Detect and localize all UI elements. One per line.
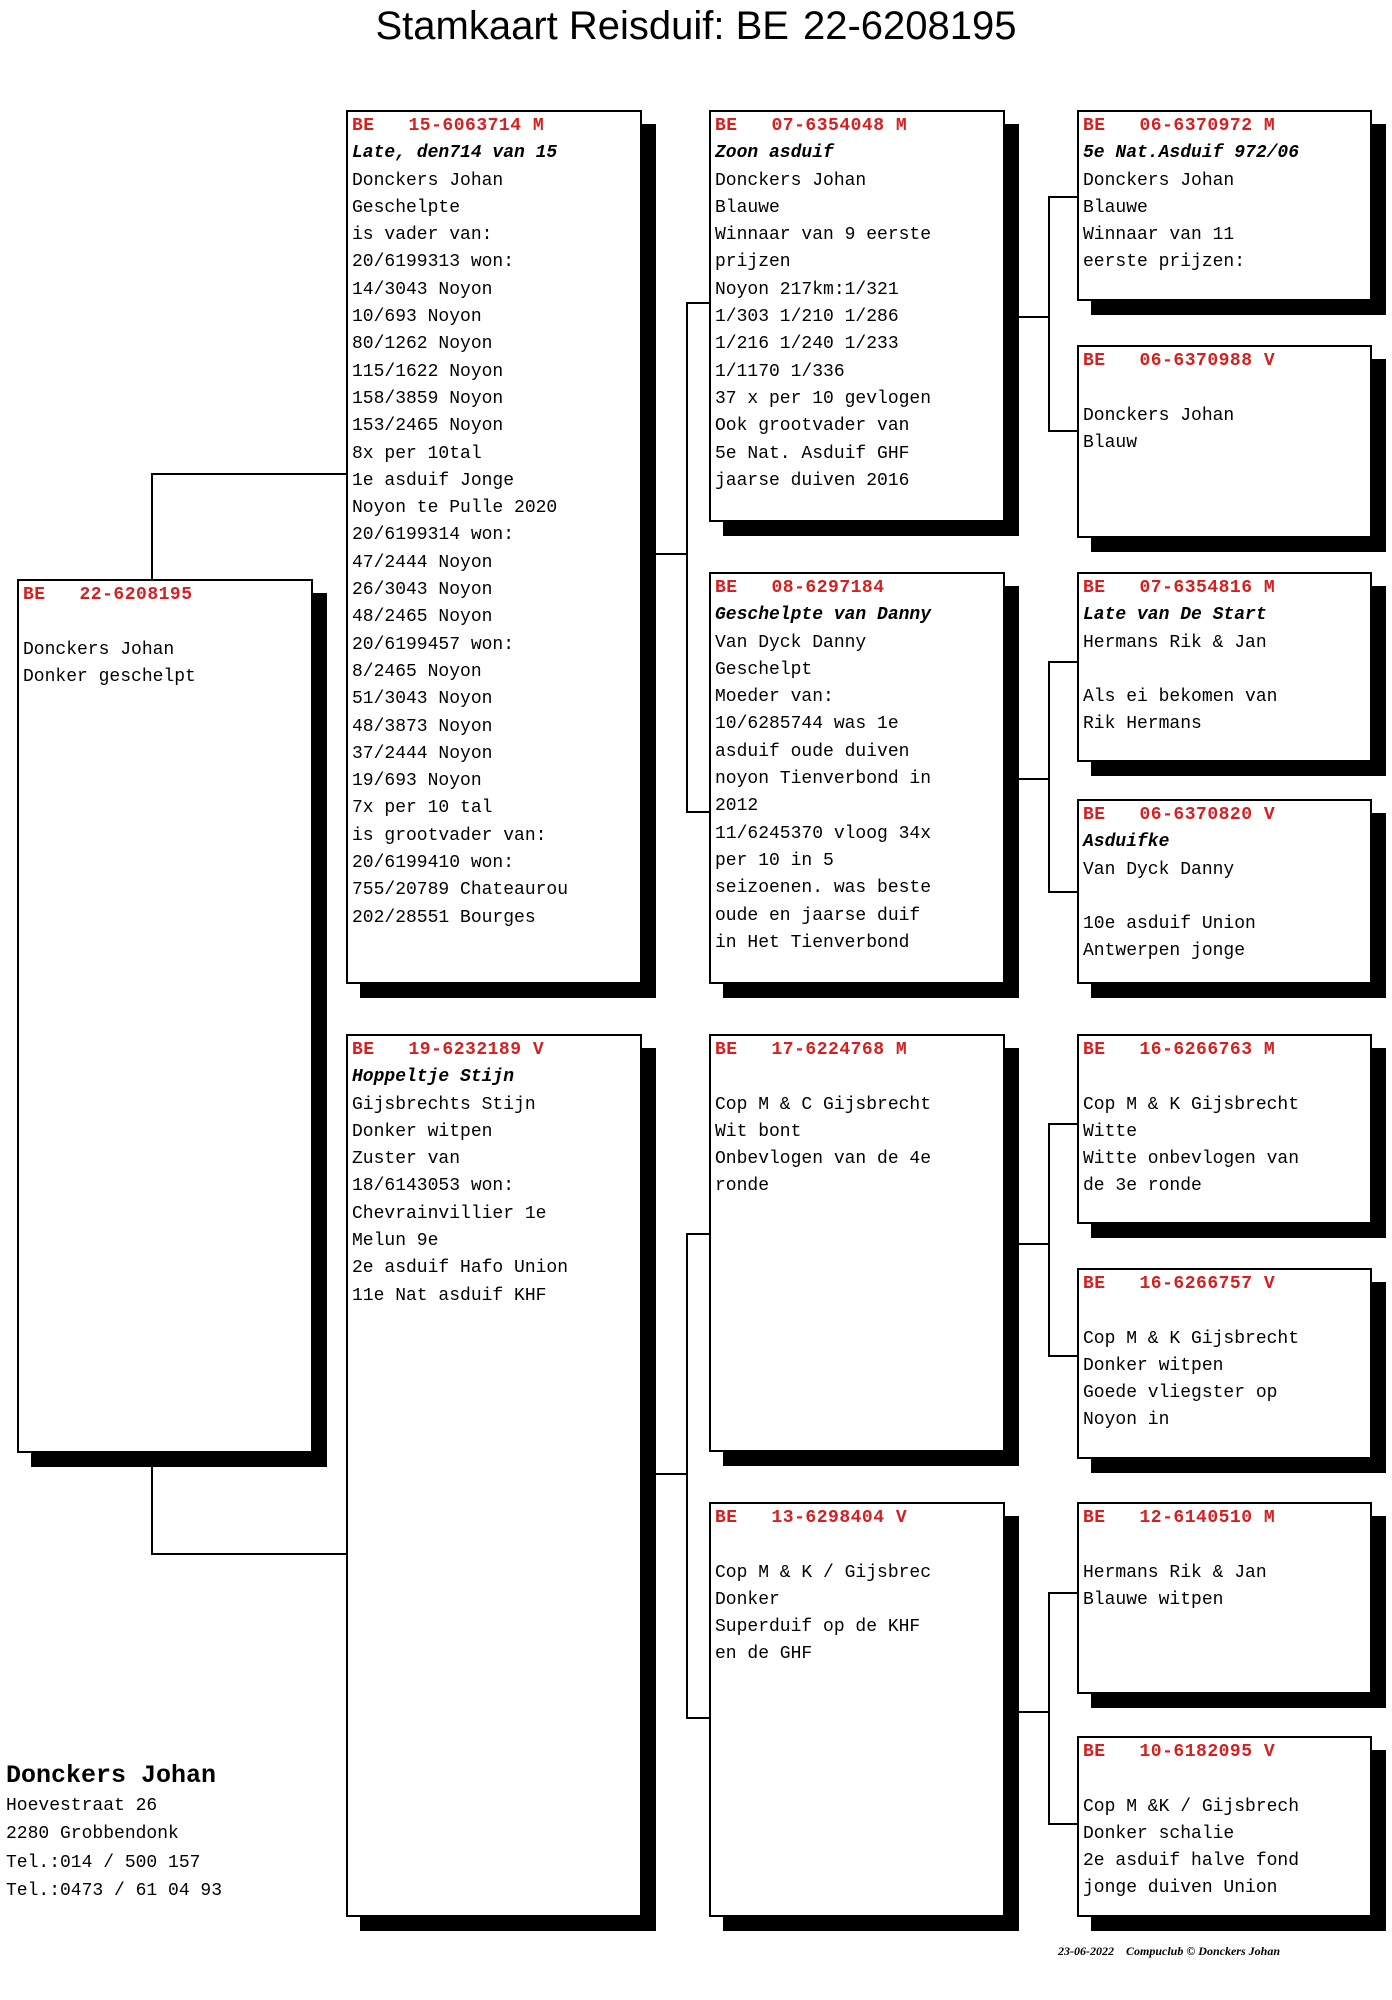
card-line: Gijsbrechts Stijn [352,1094,536,1115]
title-prefix: Stamkaart Reisduif: BE [375,4,789,48]
owner-postal: 2280 Grobbendonk [6,1824,179,1845]
card-line: 51/3043 Noyon [352,689,493,710]
connector [1018,316,1049,318]
connector [1048,196,1050,431]
card-line: Van Dyck Danny [715,632,867,653]
owner-name: Donckers Johan [6,1761,217,1790]
connector [151,473,153,580]
pigeon-card-ffm [1077,345,1372,538]
card-line: Melun 9e [352,1231,439,1252]
card-line: 10/6285744 was 1e [715,714,899,735]
card-line: ronde [715,1176,770,1197]
card-line: jonge duiven Union [1083,1878,1278,1899]
owner-address: Hoevestraat 26 [6,1796,158,1817]
card-line: Blauwe [715,197,780,218]
pigeon-name: 5e Nat.Asduif 972/06 [1083,143,1300,164]
owner-info [6,1762,222,1905]
card-line: Cop M & K Gijsbrecht [1083,1094,1300,1115]
connector [151,1553,347,1555]
connector [1048,891,1078,893]
ring-number: BE 16-6266763 M [1083,1040,1276,1060]
pigeon-card-mff [1077,1034,1372,1224]
card-line: 202/28551 Bourges [352,907,536,928]
pigeon-name [1083,1064,1370,1091]
card-line: 20/6199313 won: [352,252,515,273]
connector [151,1463,153,1554]
pigeon-card-mother [346,1034,642,1917]
connector [656,553,687,555]
card-line: Donckers Johan [1083,170,1235,191]
card-line: asduif oude duiven [715,741,910,762]
pigeon-name: Geschelpte van Danny [715,605,932,626]
card-line: Witte [1083,1121,1138,1142]
pigeon-name [1083,375,1370,402]
card-line: Cop M &K / Gijsbrech [1083,1796,1300,1817]
connector [1048,1592,1078,1594]
connector [151,473,347,475]
connector [686,1233,688,1718]
owner-mobile: Tel.:0473 / 61 04 93 [6,1880,223,1901]
card-line: Donckers Johan [23,639,175,660]
connector [1018,1243,1049,1245]
ring-number: BE 19-6232189 V [352,1040,545,1060]
pigeon-card-ff [709,110,1005,522]
card-line: 14/3043 Noyon [352,279,493,300]
page-title [0,4,1392,49]
card-line: Cop M & C Gijsbrecht [715,1094,932,1115]
pigeon-name [1083,1532,1370,1559]
card-line: Donker [715,1589,780,1610]
connector [1048,1355,1078,1357]
pigeon-card-mmf [1077,1502,1372,1694]
card-line: Noyon te Pulle 2020 [352,498,558,519]
pigeon-name [1083,1766,1370,1793]
footer-date: 23-06-2022 [1058,1944,1114,1958]
card-line: 48/3873 Noyon [352,716,493,737]
pigeon-name [715,1064,1003,1091]
pigeon-name [715,1532,1003,1559]
card-line: per 10 in 5 [715,850,834,871]
card-line: Noyon 217km:1/321 [715,279,899,300]
ring-number: BE 22-6208195 [23,585,193,605]
card-line: Als ei bekomen van [1083,687,1278,708]
card-line: prijzen [715,252,791,273]
pigeon-card-fmm [1077,799,1372,984]
connector [1018,778,1049,780]
card-line: Moeder van: [715,687,834,708]
card-line: Donckers Johan [1083,405,1235,426]
card-line: 20/6199457 won: [352,634,515,655]
card-line: Donckers Johan [715,170,867,191]
owner-phone: Tel.:014 / 500 157 [6,1852,201,1873]
ring-number: BE 16-6266757 V [1083,1274,1276,1294]
card-line: Ook grootvader van [715,416,910,437]
connector [1048,430,1078,432]
pigeon-name: Late van De Start [1083,605,1267,626]
ring-number: BE 13-6298404 V [715,1508,908,1528]
card-line: Cop M & K / Gijsbrec [715,1562,932,1583]
card-line: Donker witpen [352,1121,493,1142]
card-line: is grootvader van: [352,825,547,846]
card-line: 755/20789 Chateaurou [352,880,569,901]
card-line: Wit bont [715,1121,802,1142]
card-line: 7x per 10 tal [352,798,493,819]
pigeon-card-mfm [1077,1268,1372,1459]
card-line: 10e asduif Union [1083,914,1256,935]
card-line: in Het Tienverbond [715,932,910,953]
ring-number: BE 06-6370972 M [1083,116,1276,136]
card-line: oude en jaarse duif [715,905,921,926]
card-line: is vader van: [352,225,493,246]
card-line: Superduif op de KHF [715,1617,921,1638]
card-line: 1/1170 1/336 [715,361,845,382]
card-line: Chevrainvillier 1e [352,1203,547,1224]
connector [686,302,688,812]
card-line: Winnaar van 9 eerste [715,225,932,246]
card-line: Blauwe witpen [1083,1589,1224,1610]
card-line: 37 x per 10 gevlogen [715,388,932,409]
card-line: 153/2465 Noyon [352,416,504,437]
connector [1048,196,1078,198]
card-line: 19/693 Noyon [352,771,482,792]
title-ring: 22-6208195 [802,4,1017,48]
card-line: 26/3043 Noyon [352,580,493,601]
connector [1048,1823,1078,1825]
card-line: 1e asduif Jonge [352,470,515,491]
card-line: 115/1622 Noyon [352,361,504,382]
connector [686,811,710,813]
card-line: 8x per 10tal [352,443,482,464]
pigeon-card-fm [709,572,1005,984]
connector [1018,1711,1049,1713]
connector [656,1473,687,1475]
card-line: Witte onbevlogen van [1083,1149,1300,1170]
card-line: 1/303 1/210 1/286 [715,307,899,328]
ring-number: BE 06-6370988 V [1083,351,1276,371]
card-line: Winnaar van 11 [1083,225,1235,246]
card-line: 20/6199314 won: [352,525,515,546]
card-line: Goede vliegster op [1083,1383,1278,1404]
pigeon-name: Zoon asduif [715,143,834,164]
pigeon-card-mf [709,1034,1005,1452]
card-line: Zuster van [352,1149,461,1170]
card-line: 47/2444 Noyon [352,552,493,573]
card-line: eerste prijzen: [1083,252,1246,273]
card-line: 20/6199410 won: [352,853,515,874]
pigeon-name [1083,1298,1370,1325]
card-line: 11e Nat asduif KHF [352,1285,547,1306]
card-line: Blauwe [1083,197,1148,218]
card-line [1083,657,1370,684]
pigeon-card-mmm [1077,1736,1372,1917]
pigeon-name: Asduifke [1083,832,1170,853]
connector [1048,1123,1050,1356]
card-line: 10/693 Noyon [352,307,482,328]
card-line: Hermans Rik & Jan [1083,632,1267,653]
connector [1048,661,1078,663]
card-line: 2e asduif halve fond [1083,1851,1300,1872]
card-line: 2e asduif Hafo Union [352,1258,569,1279]
ring-number: BE 10-6182095 V [1083,1742,1276,1762]
connector [1048,1592,1050,1824]
card-line: 158/3859 Noyon [352,388,504,409]
ring-number: BE 12-6140510 M [1083,1508,1276,1528]
pigeon-card-subject [17,579,313,1453]
ring-number: BE 07-6354048 M [715,116,908,136]
ring-number: BE 15-6063714 M [352,116,545,136]
card-line: 5e Nat. Asduif GHF [715,443,910,464]
card-line: en de GHF [715,1644,813,1665]
card-line: 11/6245370 vloog 34x [715,823,932,844]
pigeon-card-mm [709,1502,1005,1917]
card-line: Hermans Rik & Jan [1083,1562,1267,1583]
card-line: 1/216 1/240 1/233 [715,334,899,355]
connector [1048,1123,1078,1125]
card-line: 18/6143053 won: [352,1176,515,1197]
pigeon-card-fff [1077,110,1372,301]
card-line: 8/2465 Noyon [352,661,482,682]
card-line: Donckers Johan [352,170,504,191]
connector [1048,661,1050,892]
card-line: Geschelpte [352,197,461,218]
card-line: Geschelpt [715,659,813,680]
card-line: Blauw [1083,432,1138,453]
connector [686,1233,710,1235]
connector [686,302,710,304]
card-line: Cop M & K Gijsbrecht [1083,1328,1300,1349]
card-line: 48/2465 Noyon [352,607,493,628]
pigeon-card-fmf [1077,572,1372,762]
card-line: 37/2444 Noyon [352,743,493,764]
pigeon-name: Late, den714 van 15 [352,143,558,164]
ring-number: BE 17-6224768 M [715,1040,908,1060]
card-line: Donker geschelpt [23,666,196,687]
card-line: Onbevlogen van de 4e [715,1149,932,1170]
card-line: seizoenen. was beste [715,878,932,899]
card-line: Noyon in [1083,1410,1170,1431]
card-line: de 3e ronde [1083,1176,1202,1197]
card-line: jaarse duiven 2016 [715,470,910,491]
footer-credit: Compuclub © Donckers Johan [1126,1944,1280,1958]
card-line [1083,884,1370,911]
card-line: 2012 [715,796,759,817]
ring-number: BE 07-6354816 M [1083,578,1276,598]
card-line [23,609,311,636]
pigeon-card-father [346,110,642,984]
card-line: Antwerpen jonge [1083,941,1246,962]
card-line: Van Dyck Danny [1083,859,1235,880]
ring-number: BE 06-6370820 V [1083,805,1276,825]
pigeon-name: Hoppeltje Stijn [352,1067,515,1088]
card-line: noyon Tienverbond in [715,769,932,790]
footer [1058,1944,1280,1959]
ring-number: BE 08-6297184 [715,578,885,598]
card-line: Donker witpen [1083,1355,1224,1376]
card-line: Rik Hermans [1083,714,1202,735]
connector [686,1717,710,1719]
card-line: Donker schalie [1083,1823,1235,1844]
card-line: 80/1262 Noyon [352,334,493,355]
